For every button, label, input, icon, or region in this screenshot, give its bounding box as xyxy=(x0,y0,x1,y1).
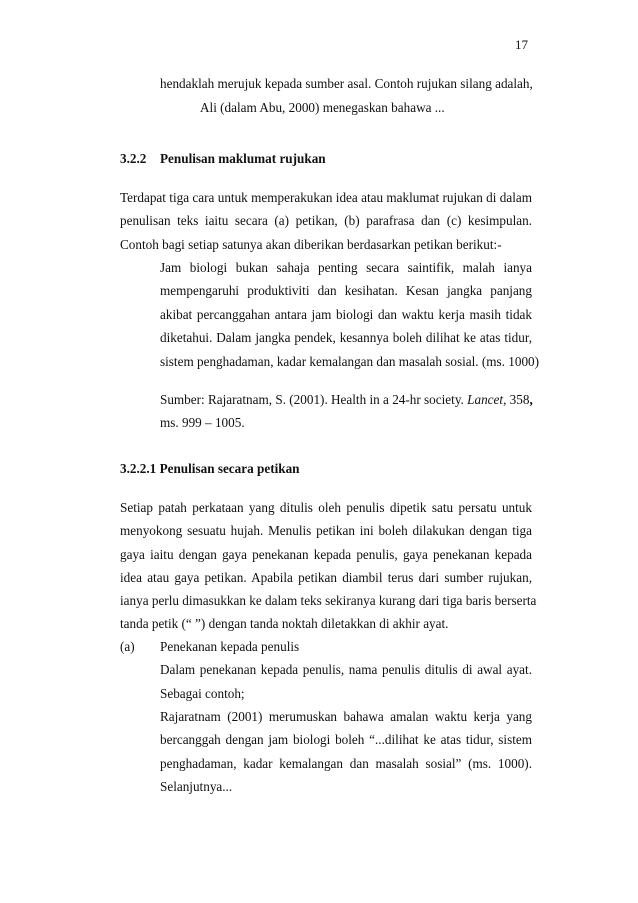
section-3221-para-line-1: Setiap patah perkataan yang ditulis oleh penulis dipetik satu persatu untuk xyxy=(120,500,532,515)
section-322-para-line-3: Contoh bagi setiap satunya akan diberikan berdasarkan petikan berikut:- xyxy=(120,237,502,252)
section-322-number: 3.2.2 xyxy=(120,151,147,166)
quote-line-5: sistem penghadaman, kadar kemalangan dan masalah sosial. (ms. 1000) xyxy=(160,354,540,369)
item-a-line-5: penghadaman, kadar kemalangan dan masalah sosial” (ms. 1000). xyxy=(160,756,532,771)
source-prefix: Sumber: Rajaratnam, S. (2001). Health in a 24-hr society. xyxy=(160,392,468,407)
item-a-line-4: bercanggah dengan jam biologi boleh “...dilihat ke atas tidur, sistem xyxy=(160,732,532,747)
source-citation xyxy=(160,393,533,406)
item-a-line-6: Selanjutnya... xyxy=(160,779,233,794)
section-3221-para-line-2: menyokong sesuatu hujah. Menulis petikan ini boleh dilakukan dengan tiga xyxy=(120,523,532,538)
source-pages: ms. 999 – 1005. xyxy=(160,415,245,430)
source-comma: , xyxy=(529,392,533,407)
top-line-1: hendaklah merujuk kepada sumber asal. Contoh rujukan silang adalah, xyxy=(160,76,533,91)
section-3221-para-line-3: gaya iaitu dengan gaya penekanan kepada penulis, gaya penekanan kepada xyxy=(120,547,532,562)
item-a-line-3: Rajaratnam (2001) merumuskan bahawa amalan waktu kerja yang xyxy=(160,709,532,724)
section-3221-para-line-5: ianya perlu dimasukkan ke dalam teks sekiranya kurang dari tiga baris berserta xyxy=(120,593,537,608)
section-3221-para-line-6: tanda petik (“ ”) dengan tanda noktah diletakkan di akhir ayat. xyxy=(120,616,449,631)
section-322-para-line-1: Terdapat tiga cara untuk memperakukan idea atau maklumat rujukan di dalam xyxy=(120,190,532,205)
quote-line-1: Jam biologi bukan sahaja penting secara saintifik, malah ianya xyxy=(160,260,532,275)
section-322-title: Penulisan maklumat rujukan xyxy=(160,151,326,166)
item-a-line-1: Dalam penekanan kepada penulis, nama penulis ditulis di awal ayat. xyxy=(160,662,532,677)
section-3221-para-line-4: idea atau gaya petikan. Apabila petikan diambil terus dari sumber rujukan, xyxy=(120,570,532,585)
item-a-line-2: Sebagai contoh; xyxy=(160,686,245,701)
source-volume: , 358 xyxy=(503,392,530,407)
item-a-marker: (a) xyxy=(120,639,135,654)
quote-line-2: mempengaruhi produktiviti dan kesihatan. Kesan jangka panjang xyxy=(160,283,532,298)
source-journal: Lancet xyxy=(467,392,504,407)
section-3221-heading: 3.2.2.1 Penulisan secara petikan xyxy=(120,461,300,476)
quote-line-4: diketahui. Dalam jangka pendek, kesannya boleh dilihat ke atas tidur, xyxy=(160,330,532,345)
page-number: 17 xyxy=(515,37,528,52)
quote-line-3: akibat percanggahan antara jam biologi dan waktu kerja masih tidak xyxy=(160,307,532,322)
section-322-para-line-2: penulisan teks iaitu secara (a) petikan, (b) parafrasa dan (c) kesimpulan. xyxy=(120,213,532,228)
item-a-title: Penekanan kepada penulis xyxy=(160,639,300,654)
top-line-2: Ali (dalam Abu, 2000) menegaskan bahawa ... xyxy=(200,100,445,115)
